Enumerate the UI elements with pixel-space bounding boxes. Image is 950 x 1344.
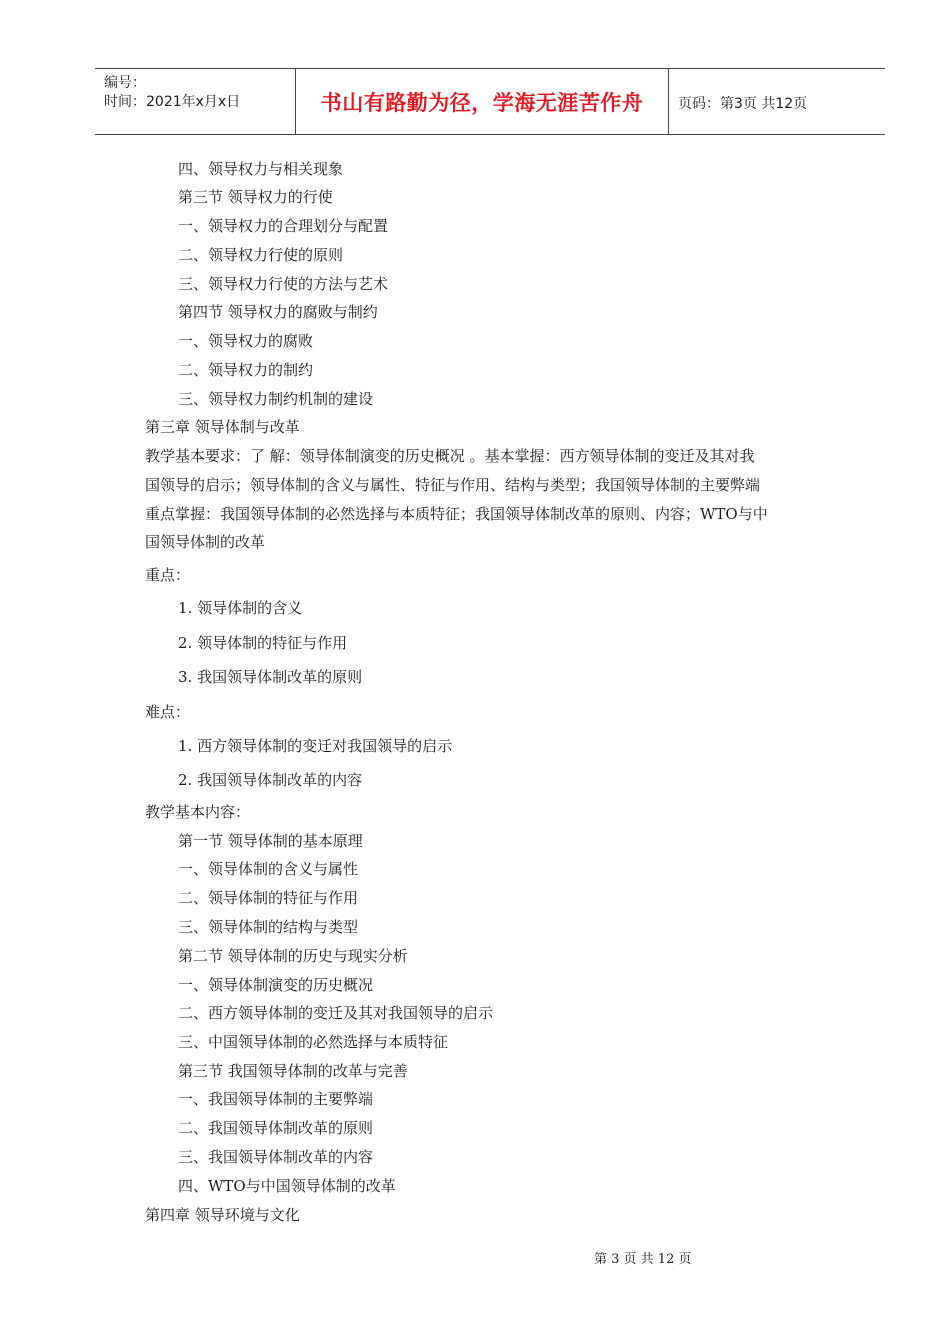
outline-item: 一、领导体制演变的历史概况 bbox=[178, 976, 374, 994]
time-label: 时间：2021年x月x日 bbox=[104, 94, 241, 110]
chapter-heading: 第三章 领导体制与改革 bbox=[145, 418, 300, 436]
outline-item: 四、领导权力与相关现象 bbox=[178, 160, 344, 178]
paragraph-line: 重点掌握：我国领导体制的必然选择与本质特征；我国领导体制改革的原则、内容；WTO与中 bbox=[145, 505, 768, 523]
outline-item: 三、领导权力行使的方法与艺术 bbox=[178, 275, 389, 293]
content-label: 教学基本内容： bbox=[145, 803, 251, 821]
outline-item: 一、领导体制的含义与属性 bbox=[178, 860, 359, 878]
chapter-heading: 第四章 领导环境与文化 bbox=[145, 1206, 300, 1224]
outline-item: 二、领导权力的制约 bbox=[178, 361, 314, 379]
page-header bbox=[95, 68, 885, 135]
section-heading: 第三节 领导权力的行使 bbox=[178, 188, 333, 206]
section-heading: 第三节 我国领导体制的改革与完善 bbox=[178, 1062, 408, 1080]
paragraph-line: 国领导体制的改革 bbox=[145, 533, 266, 551]
outline-item: 三、领导体制的结构与类型 bbox=[178, 918, 359, 936]
number-label: 编号： bbox=[104, 75, 146, 91]
header-page-cell bbox=[669, 69, 885, 134]
page-label: 页码：第3页 共12页 bbox=[678, 96, 808, 112]
outline-item: 三、中国领导体制的必然选择与本质特征 bbox=[178, 1033, 449, 1051]
list-item: 1. 领导体制的含义 bbox=[178, 599, 303, 617]
outline-item: 一、我国领导体制的主要弊端 bbox=[178, 1090, 374, 1108]
difficulties-label: 难点： bbox=[145, 703, 191, 721]
outline-item: 二、领导体制的特征与作用 bbox=[178, 889, 359, 907]
list-item: 1. 西方领导体制的变迁对我国领导的启示 bbox=[178, 737, 453, 755]
motto-text: 书山有路勤为径，学海无涯苦作舟 bbox=[320, 90, 644, 115]
outline-item: 一、领导权力的合理划分与配置 bbox=[178, 217, 389, 235]
list-item: 2. 我国领导体制改革的内容 bbox=[178, 771, 363, 789]
outline-item: 四、WTO与中国领导体制的改革 bbox=[178, 1177, 396, 1195]
header-motto-cell bbox=[296, 69, 669, 134]
section-heading: 第一节 领导体制的基本原理 bbox=[178, 832, 363, 850]
list-item: 2. 领导体制的特征与作用 bbox=[178, 634, 348, 652]
paragraph-line: 教学基本要求：了 解：领导体制演变的历史概况 。基本掌握：西方领导体制的变迁及其对我 bbox=[145, 447, 755, 465]
outline-item: 三、我国领导体制改革的内容 bbox=[178, 1148, 374, 1166]
section-heading: 第四节 领导权力的腐败与制约 bbox=[178, 303, 378, 321]
outline-item: 二、领导权力行使的原则 bbox=[178, 246, 344, 264]
outline-item: 二、西方领导体制的变迁及其对我国领导的启示 bbox=[178, 1004, 494, 1022]
outline-item: 三、领导权力制约机制的建设 bbox=[178, 390, 374, 408]
outline-item: 一、领导权力的腐败 bbox=[178, 332, 314, 350]
key-points-label: 重点： bbox=[145, 566, 191, 584]
outline-item: 二、我国领导体制改革的原则 bbox=[178, 1119, 374, 1137]
paragraph-line: 国领导的启示；领导体制的含义与属性、特征与作用、结构与类型；我国领导体制的主要弊端 bbox=[145, 476, 761, 494]
section-heading: 第二节 领导体制的历史与现实分析 bbox=[178, 947, 408, 965]
list-item: 3. 我国领导体制改革的原则 bbox=[178, 668, 363, 686]
header-info-cell bbox=[95, 69, 296, 134]
page-footer: 第 3 页 共 12 页 bbox=[594, 1252, 692, 1267]
